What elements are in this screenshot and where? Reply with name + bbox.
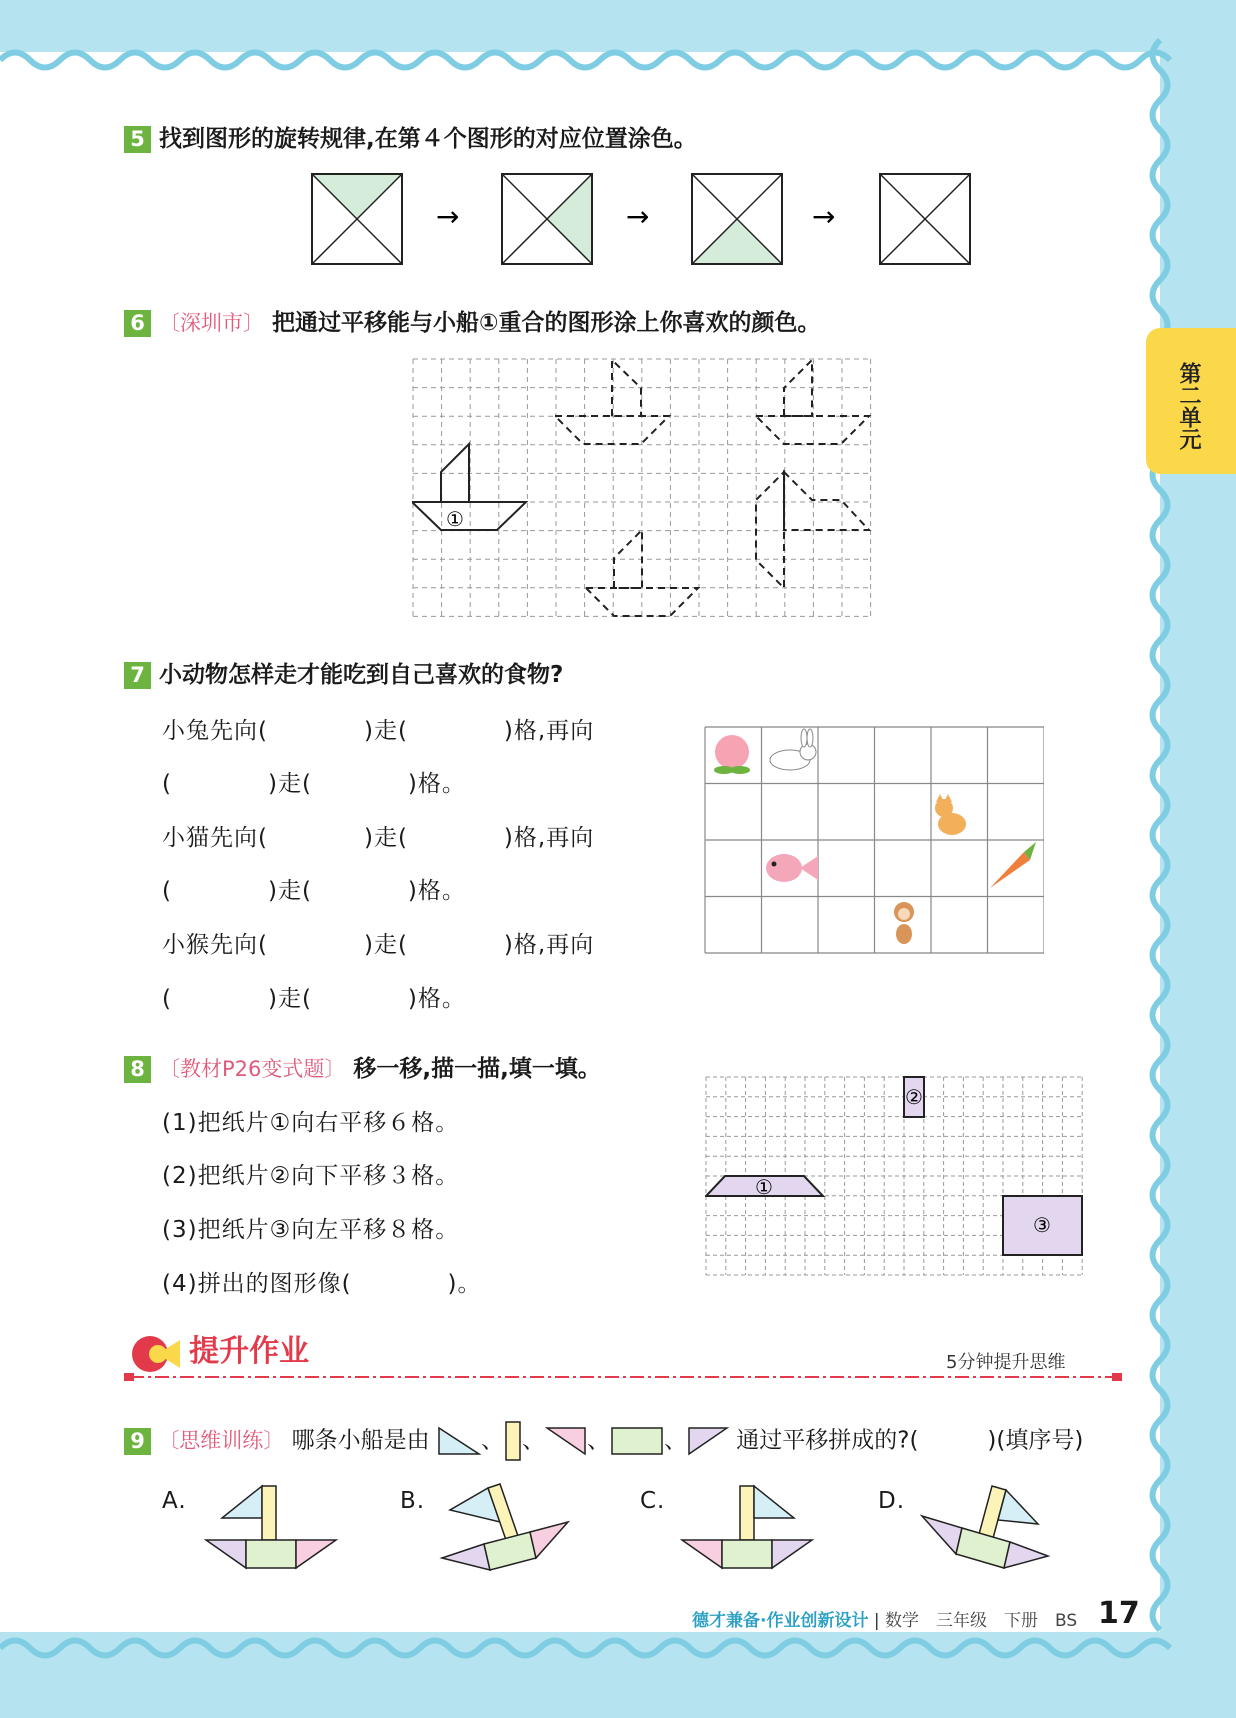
question-text-b[interactable]: 通过平移拼成的?( )(填序号) bbox=[736, 1427, 1084, 1454]
unit-tab-label: 第二单元 bbox=[1176, 362, 1201, 450]
triangle-purple-piece bbox=[687, 1426, 729, 1456]
footer-brand bbox=[692, 1606, 1077, 1631]
question-text-a: 哪条小船是由 bbox=[291, 1427, 430, 1454]
answer-line[interactable]: ( )走( )格。 bbox=[162, 986, 466, 1012]
separator: 、 bbox=[663, 1427, 687, 1454]
question-6 bbox=[124, 304, 821, 337]
piece-1-label: ① bbox=[755, 1175, 773, 1199]
top-wave-border bbox=[0, 40, 1236, 80]
step-item: (1)把纸片①向右平移６格。 bbox=[162, 1110, 460, 1136]
piece-2-label: ② bbox=[905, 1085, 923, 1109]
question-text: 移一移,描一描,填一填。 bbox=[353, 1056, 601, 1082]
dashed-boat-rotated[interactable] bbox=[756, 472, 869, 588]
answer-line[interactable]: 小猫先向( )走( )格,再向 bbox=[162, 825, 595, 851]
rotation-sequence-figure bbox=[300, 172, 980, 268]
paper-pieces-grid bbox=[705, 1076, 1105, 1296]
solid-grid bbox=[705, 727, 1044, 953]
dashed-boat[interactable] bbox=[756, 360, 869, 444]
question-number: 8 bbox=[124, 1056, 151, 1083]
piece-1[interactable] bbox=[706, 1175, 823, 1199]
boat-grid-figure bbox=[412, 358, 872, 618]
piece-3[interactable] bbox=[1003, 1196, 1082, 1255]
carrot-icon bbox=[990, 842, 1036, 888]
dashed-grid bbox=[413, 359, 871, 616]
option-d-label[interactable]: D. bbox=[878, 1488, 906, 1514]
fish-icon bbox=[766, 854, 818, 882]
option-c-boat[interactable] bbox=[680, 1482, 820, 1578]
answer-line[interactable]: ( )走( )格。 bbox=[162, 771, 466, 797]
square-4-blank[interactable] bbox=[880, 174, 970, 264]
separator: 、 bbox=[586, 1427, 610, 1454]
question-8 bbox=[124, 1050, 601, 1083]
question-text: 小动物怎样走才能吃到自己喜欢的食物? bbox=[159, 662, 564, 688]
question-number: 7 bbox=[124, 662, 151, 689]
separator: 、 bbox=[480, 1427, 504, 1454]
bottom-wave-border bbox=[0, 1628, 1236, 1668]
option-b-boat[interactable] bbox=[438, 1482, 578, 1578]
question-number: 9 bbox=[124, 1428, 151, 1455]
square-3[interactable] bbox=[692, 174, 782, 264]
square-2[interactable] bbox=[502, 174, 592, 264]
homework-title: 提升作业 bbox=[189, 1334, 310, 1369]
question-number: 5 bbox=[124, 126, 151, 153]
section-divider bbox=[124, 1372, 1124, 1382]
step-item[interactable]: (4)拼出的图形像( )。 bbox=[162, 1271, 482, 1297]
source-tag: 〔深圳市〕 bbox=[159, 311, 265, 335]
arrow-icon: → bbox=[626, 200, 650, 233]
square-1[interactable] bbox=[312, 174, 402, 264]
answer-line[interactable]: 小猴先向( )走( )格,再向 bbox=[162, 932, 595, 958]
option-d-boat[interactable] bbox=[918, 1482, 1058, 1578]
piece-2[interactable] bbox=[904, 1077, 924, 1117]
option-a-label[interactable]: A. bbox=[162, 1488, 187, 1514]
dashed-boat[interactable] bbox=[555, 360, 669, 444]
triangle-pink-piece bbox=[545, 1426, 587, 1456]
unit-side-tab bbox=[1146, 328, 1236, 474]
rect-green-piece bbox=[610, 1426, 664, 1456]
arrow-icon: → bbox=[436, 200, 460, 233]
answer-line[interactable]: ( )走( )格。 bbox=[162, 878, 466, 904]
footer-brand-text: 德才兼备·作业创新设计 bbox=[692, 1611, 869, 1631]
question-text: 找到图形的旋转规律,在第４个图形的对应位置涂色。 bbox=[159, 126, 697, 152]
step-item: (2)把纸片②向下平移３格。 bbox=[162, 1163, 460, 1189]
option-c-label[interactable]: C. bbox=[640, 1488, 666, 1514]
question-5 bbox=[124, 120, 697, 153]
boat-1[interactable] bbox=[412, 444, 526, 530]
piece-3-label: ③ bbox=[1033, 1213, 1051, 1237]
boat-1-label: ① bbox=[446, 507, 464, 531]
separator: 、 bbox=[521, 1427, 545, 1454]
monkey-icon bbox=[894, 902, 914, 944]
question-text: 把通过平移能与小船①重合的图形涂上你喜欢的颜色。 bbox=[272, 310, 821, 336]
animal-food-grid bbox=[704, 726, 1044, 954]
right-wave-border bbox=[1140, 0, 1180, 1718]
question-number: 6 bbox=[124, 310, 151, 337]
question-9 bbox=[124, 1420, 1083, 1462]
triangle-blue-piece bbox=[437, 1426, 481, 1456]
page-number: 17 bbox=[1098, 1596, 1140, 1631]
option-a-boat[interactable] bbox=[204, 1482, 344, 1578]
question-7 bbox=[124, 656, 563, 689]
step-item[interactable]: (3)把纸片③向左平移８格。 bbox=[162, 1217, 460, 1243]
cat-icon bbox=[935, 794, 966, 835]
arrow-icon: → bbox=[812, 200, 836, 233]
homework-subtitle: 5分钟提升思维 bbox=[946, 1352, 1066, 1373]
source-tag: 〔思维训练〕 bbox=[158, 1428, 285, 1453]
peach-icon bbox=[714, 735, 750, 774]
source-tag: 〔教材P26变式题〕 bbox=[159, 1057, 346, 1081]
rabbit-icon bbox=[770, 729, 816, 770]
answer-line[interactable]: 小兔先向( )走( )格,再向 bbox=[162, 718, 595, 744]
footer-divider: | bbox=[873, 1611, 886, 1631]
option-b-label[interactable]: B. bbox=[400, 1488, 426, 1514]
footer-info: 数学 三年级 下册 BS bbox=[885, 1611, 1078, 1631]
rect-yellow-piece bbox=[504, 1420, 522, 1462]
